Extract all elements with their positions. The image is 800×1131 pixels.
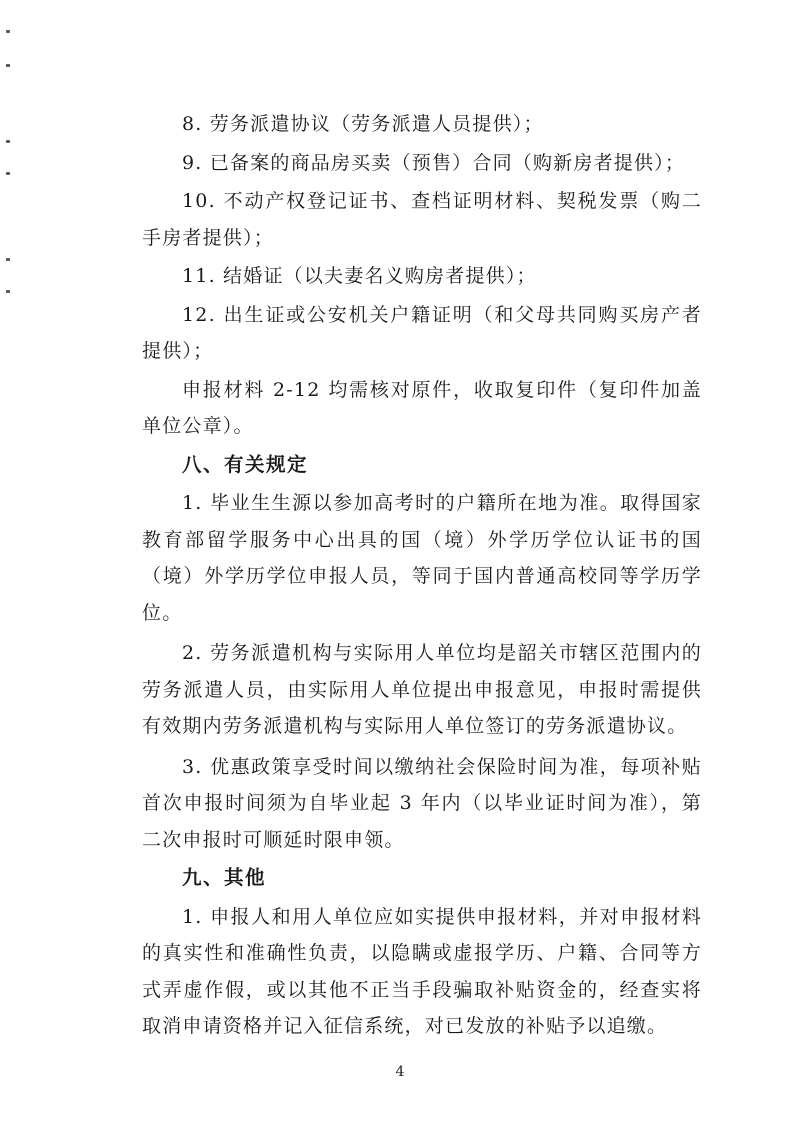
list-item-12: 12. 出生证或公安机关户籍证明（和父母共同购买房产者提供）；	[142, 303, 702, 362]
scan-artifact-mark	[6, 172, 10, 175]
list-item-11: 11. 结婚证（以夫妻名义购房者提供）；	[182, 265, 537, 287]
document-body	[142, 106, 702, 1045]
regulation-item-3: 3. 优惠政策享受时间以缴纳社会保险时间为准，每项补贴首次申报时间须为自毕业起 3 年内（以毕业证时间为准），第二次申报时可顺延时限申领。	[142, 755, 702, 851]
scan-artifact-mark	[6, 140, 10, 143]
materials-note: 申报材料 2-12 均需核对原件，收取复印件（复印件加盖单位公章）。	[142, 378, 702, 437]
regulation-item-1: 1. 毕业生生源以参加高考时的户籍所在地为准。取得国家教育部留学服务中心出具的国（境）外学历学位认证书的国（境）外学历学位申报人员，等同于国内普通高校同等学历学位。	[142, 492, 702, 624]
section-heading-9: 九、其他	[182, 866, 267, 889]
list-item-10: 10. 不动产权登记证书、查档证明材料、契税发票（购二手房者提供）；	[142, 190, 702, 249]
other-item-1: 1. 申报人和用人单位应如实提供申报材料，并对申报材料的真实性和准确性负责，以隐瞒或虚报学历、户籍、合同等方式弄虚作假，或以其他不正当手段骗取补贴资金的，经查实将取消申请资格并记入征信系统，对已发放的补贴予以追缴。	[142, 905, 702, 1037]
scan-artifact-mark	[6, 64, 10, 67]
section-heading-8: 八、有关规定	[182, 452, 309, 476]
scan-artifact-mark	[6, 30, 10, 33]
page-number: 4	[395, 1064, 405, 1080]
regulation-item-2: 2. 劳务派遣机构与实际用人单位均是韶关市辖区范围内的劳务派遣人员，由实际用人单位提出申报意见，申报时需提供有效期内劳务派遣机构与实际用人单位签订的劳务派遣协议。	[142, 642, 702, 737]
list-item-9: 9. 已备案的商品房买卖（预售）合同（购新房者提供）；	[182, 151, 686, 174]
scan-artifact-mark	[6, 290, 10, 293]
scan-artifact-mark	[6, 258, 10, 261]
list-item-8: 8. 劳务派遣协议（劳务派遣人员提供）；	[182, 113, 544, 135]
